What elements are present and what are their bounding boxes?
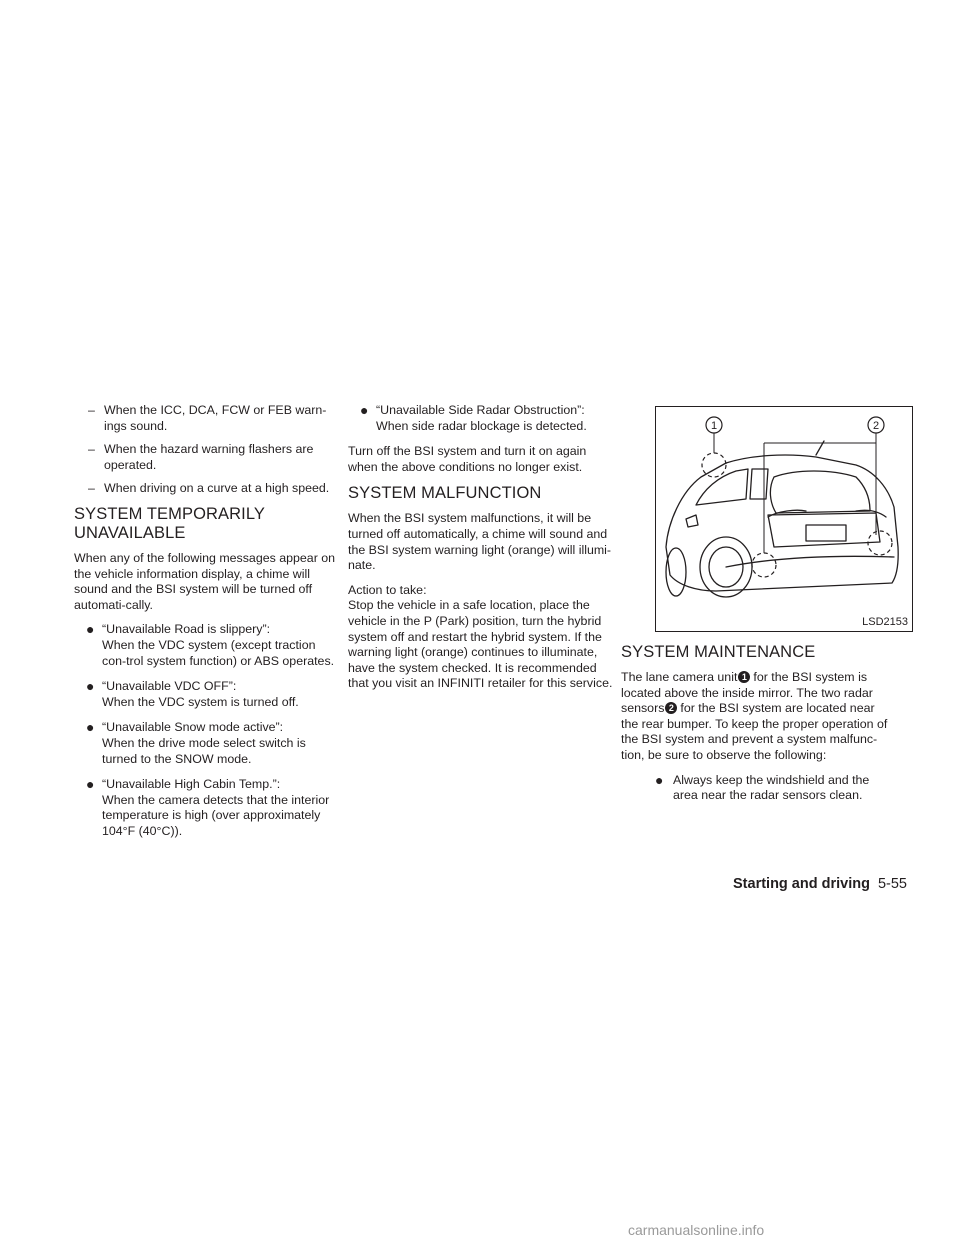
callout-2-label: 2 bbox=[872, 420, 880, 432]
footer-section-title: Starting and driving bbox=[733, 876, 870, 892]
vehicle-rear-illustration bbox=[656, 407, 911, 630]
action-text: Stop the vehicle in a safe location, place the vehicle in the P (Park) position, turn the hybrid system off and restart the hybrid system. If the warning light (orange) continues to illuminate, have the system checked. It is recommended that you visit an INFINITI retailer for this service. bbox=[348, 598, 613, 691]
number-2-icon: 2 bbox=[665, 702, 677, 714]
number-1-icon: 1 bbox=[738, 671, 750, 683]
figure-id: LSD2153 bbox=[862, 616, 908, 628]
bullet-icon: ● bbox=[360, 402, 369, 418]
dash-item: – When the ICC, DCA, FCW or FEB warn-ings sound. bbox=[88, 403, 327, 433]
heading-system-maintenance: SYSTEM MAINTENANCE bbox=[621, 643, 816, 661]
page-footer bbox=[733, 876, 907, 892]
bullet-icon: ● bbox=[86, 776, 95, 793]
bullet-icon: ● bbox=[86, 719, 95, 736]
maintenance-bullet: ● Always keep the windshield and the area near the radar sensors clean. bbox=[655, 771, 870, 803]
right-column bbox=[621, 635, 893, 814]
action-paragraph bbox=[348, 583, 616, 692]
heading-system-temporarily-unavailable: SYSTEM TEMPORARILY UNAVAILABLE bbox=[74, 504, 265, 542]
message-bullet: ● “Unavailable VDC OFF”: When the VDC system is turned off. bbox=[86, 678, 299, 709]
page-number: 5-55 bbox=[877, 876, 907, 892]
callout-1-label: 1 bbox=[710, 420, 718, 432]
malfunction-paragraph: When the BSI system malfunctions, it will be turned off automatically, a chime will sound and the BSI system warning light (orange) will illumi-nate. bbox=[348, 511, 612, 573]
middle-column bbox=[348, 403, 616, 701]
bullet-icon: ● bbox=[86, 678, 95, 695]
message-bullet: ● “Unavailable High Cabin Temp.”: When the camera detects that the interior temperature is high (over approximately 104°F (40°C)). bbox=[86, 776, 330, 838]
message-bullet: ● “Unavailable Road is slippery”: When the VDC system (except traction con-trol system function) or ABS operates. bbox=[86, 621, 335, 668]
watermark: carmanualsonline.info bbox=[628, 1222, 765, 1238]
left-column bbox=[74, 403, 342, 849]
turn-off-paragraph: Turn off the BSI system and turn it on again when the above conditions no longer exist. bbox=[348, 444, 587, 474]
message-bullet: ● “Unavailable Snow mode active”: When the drive mode select switch is turned to the SNOW mode. bbox=[86, 719, 306, 766]
dash-item: – When driving on a curve at a high speed. bbox=[88, 481, 330, 496]
vehicle-sensor-figure bbox=[655, 406, 913, 632]
action-label: Action to take: bbox=[348, 582, 427, 597]
intro-paragraph: When any of the following messages appear on the vehicle information display, a chime will sound and the BSI system will be turned off automati-cally. bbox=[74, 550, 336, 612]
dash-item: – When the hazard warning flashers are operated. bbox=[88, 442, 314, 472]
heading-system-malfunction: SYSTEM MALFUNCTION bbox=[348, 484, 542, 503]
bullet-icon: ● bbox=[655, 771, 664, 788]
message-bullet: ● “Unavailable Side Radar Obstruction”: When side radar blockage is detected. bbox=[360, 402, 587, 433]
bullet-icon: ● bbox=[86, 621, 95, 638]
maintenance-paragraph: The lane camera unit 1 for the BSI system is located above the inside mirror. The two radar sensors 2 for the BSI system are located near the rear bumper. To keep the proper operation of the BSI system and prevent a system malfunc-tion, be sure to observe the following: bbox=[621, 670, 888, 762]
